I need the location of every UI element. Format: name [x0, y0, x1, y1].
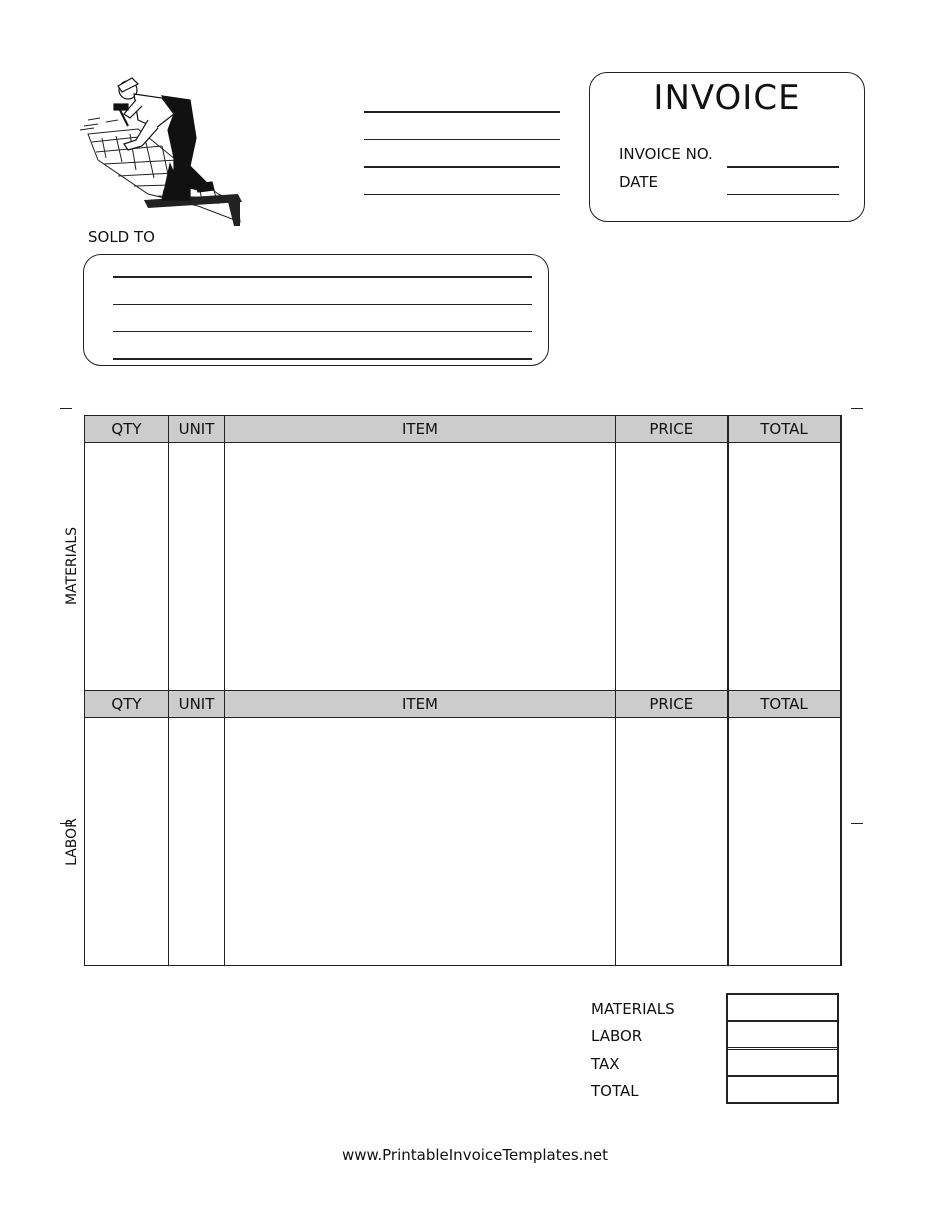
date-label: DATE	[619, 173, 659, 191]
materials-total-cell[interactable]	[728, 443, 841, 690]
materials-table	[84, 415, 842, 690]
sold-to-label: SOLD TO	[88, 228, 155, 246]
labor-unit-cell[interactable]	[169, 718, 225, 966]
labor-item-cell[interactable]	[225, 718, 616, 966]
labor-qty-cell[interactable]	[85, 718, 169, 966]
labor-col-price: PRICE	[616, 691, 728, 718]
summary-labor-label: LABOR	[591, 1027, 643, 1045]
roofer-illustration	[78, 74, 250, 232]
materials-header-row	[85, 416, 841, 443]
materials-col-total: TOTAL	[728, 416, 841, 443]
labor-col-qty: QTY	[85, 691, 169, 718]
footer-website[interactable]: www.PrintableInvoiceTemplates.net	[341, 1146, 609, 1164]
summary-materials-label: MATERIALS	[591, 1000, 675, 1018]
date-field[interactable]	[727, 194, 839, 195]
company-line-3[interactable]	[364, 166, 560, 168]
labor-col-unit: UNIT	[169, 691, 225, 718]
summary-frame	[726, 993, 839, 1104]
fold-mark-left-top	[60, 408, 72, 409]
company-line-1[interactable]	[364, 111, 560, 113]
summary-tax-label: TAX	[591, 1055, 620, 1073]
labor-body-row	[85, 718, 841, 966]
fold-mark-right-top	[851, 408, 863, 409]
materials-price-cell[interactable]	[616, 443, 728, 690]
materials-unit-cell[interactable]	[169, 443, 225, 690]
company-line-4[interactable]	[364, 194, 560, 195]
labor-side-label: LABOR	[64, 818, 80, 866]
labor-col-item: ITEM	[225, 691, 616, 718]
company-line-2[interactable]	[364, 139, 560, 140]
sold-to-line-2[interactable]	[113, 304, 532, 305]
materials-col-unit: UNIT	[169, 416, 225, 443]
materials-col-qty: QTY	[85, 416, 169, 443]
summary-total-label: TOTAL	[591, 1082, 639, 1100]
sold-to-box	[83, 254, 549, 366]
sold-to-line-1[interactable]	[113, 276, 532, 278]
materials-col-price: PRICE	[616, 416, 728, 443]
sold-to-line-4[interactable]	[113, 358, 532, 360]
labor-col-total: TOTAL	[728, 691, 841, 718]
labor-total-cell[interactable]	[728, 718, 841, 966]
materials-qty-cell[interactable]	[85, 443, 169, 690]
labor-header-row	[85, 691, 841, 718]
invoice-no-label: INVOICE NO.	[619, 145, 713, 163]
invoice-title: INVOICE	[653, 78, 801, 118]
materials-side-label: MATERIALS	[64, 526, 80, 606]
materials-body-row	[85, 443, 841, 690]
labor-price-cell[interactable]	[616, 718, 728, 966]
invoice-no-field[interactable]	[727, 166, 839, 168]
sold-to-line-3[interactable]	[113, 331, 532, 332]
materials-col-item: ITEM	[225, 416, 616, 443]
materials-item-cell[interactable]	[225, 443, 616, 690]
fold-mark-right-bottom	[851, 823, 863, 824]
labor-table	[84, 690, 842, 966]
